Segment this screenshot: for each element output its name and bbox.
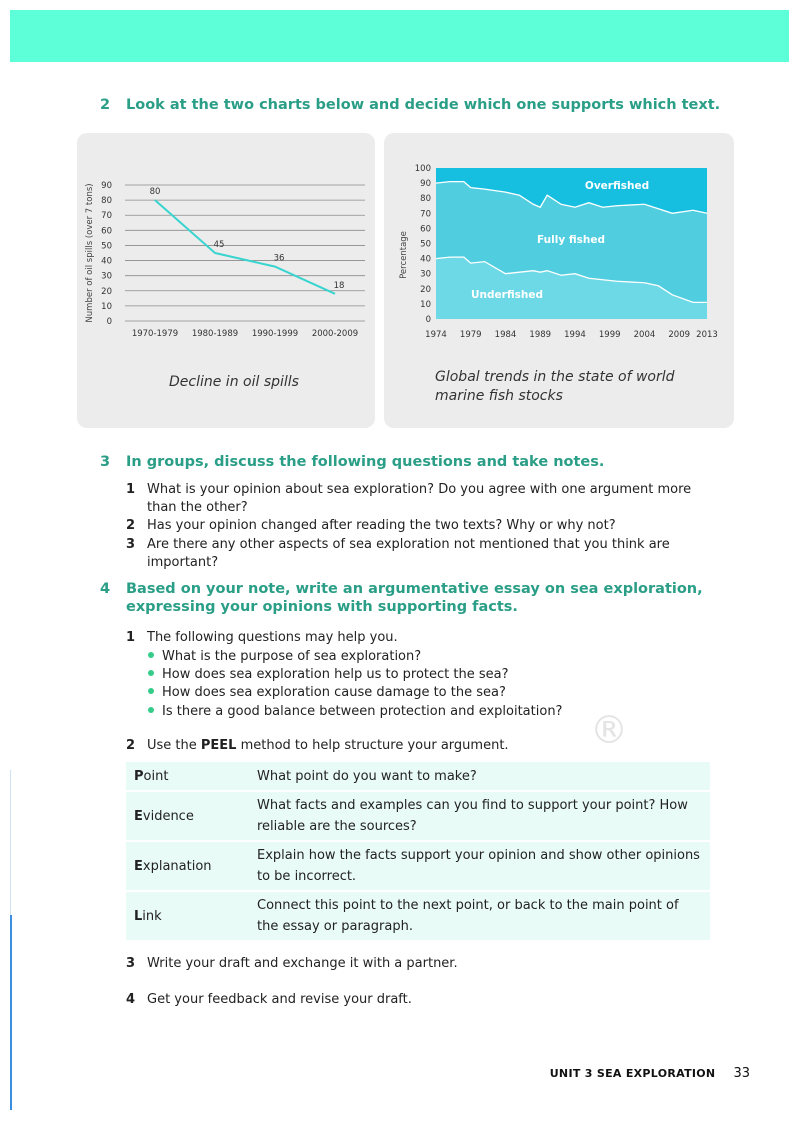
peel-term-rest: xplanation (142, 858, 212, 874)
task-item-1 (126, 629, 711, 647)
peel-term (126, 891, 249, 941)
bullet-dot-icon (148, 707, 154, 713)
item-text: Get your feedback and revise your draft. (147, 992, 412, 1007)
x-tick-label: 1990-1999 (251, 329, 299, 339)
y-axis-label: Percentage (399, 231, 409, 279)
y-tick-label: 0 (425, 315, 431, 325)
oil-spills-series-line (155, 200, 335, 294)
question-item (126, 481, 711, 517)
peel-initial: E (134, 808, 143, 824)
x-tick-label: 1994 (564, 330, 586, 340)
y-tick-label: 30 (101, 271, 112, 282)
y-tick-label: 90 (420, 179, 431, 190)
y-tick-label: 50 (420, 239, 431, 250)
section-text: Based on your note, write an argumentative essay on sea exploration, expressing your opinions with supporting facts. (126, 581, 703, 615)
data-label: 36 (273, 253, 285, 264)
y-tick-label: 0 (106, 317, 112, 327)
legend-fully-fished: Fully fished (537, 234, 605, 246)
data-label: 18 (333, 280, 345, 291)
item-text (147, 737, 711, 755)
peel-description: What facts and examples can you find to support your point? How reliable are the sources? (249, 791, 710, 841)
question-number: 2 (126, 518, 136, 533)
y-tick-label: 60 (420, 224, 431, 235)
table-row (126, 791, 710, 841)
task-item-3 (126, 955, 711, 973)
registered-watermark: ® (590, 708, 628, 752)
peel-description: Explain how the facts support your opinion and show other opinions to be incorrect. (249, 841, 710, 891)
question-text: What is your opinion about sea exploration? Do you agree with one argument more than the other? (147, 482, 692, 515)
peel-term-rest: oint (143, 768, 169, 784)
peel-term (126, 762, 249, 791)
table-row (126, 762, 710, 791)
section-number: 3 (100, 454, 111, 470)
x-tick-label: 1999 (598, 330, 621, 340)
bullet-text: How does sea exploration cause damage to the sea? (162, 685, 506, 700)
bullet-text: What is the purpose of sea exploration? (162, 649, 422, 664)
y-tick-label: 40 (420, 254, 431, 265)
fish-stocks-caption: Global trends in the state of world marine fish stocks (435, 369, 675, 404)
x-tick-label: 1970-1979 (131, 329, 179, 339)
question-text: Are there any other aspects of sea exploration not mentioned that you think are important? (147, 537, 670, 570)
section-2-heading (100, 96, 726, 114)
peel-initial: E (134, 858, 143, 874)
y-tick-label: 80 (420, 194, 431, 205)
question-item (126, 517, 711, 535)
page-footer (520, 1066, 750, 1081)
task-item-4 (126, 991, 711, 1009)
y-tick-label: 60 (101, 226, 112, 237)
question-number: 3 (126, 537, 136, 552)
section-text: Look at the two charts below and decide which one supports which text. (126, 97, 721, 113)
peel-term-rest: ink (142, 908, 162, 924)
section-4-heading (100, 580, 726, 616)
y-tick-label: 10 (101, 301, 112, 312)
x-tick-label: 1979 (459, 330, 482, 340)
task-item-2 (126, 737, 711, 755)
peel-keyword: PEEL (200, 738, 237, 753)
data-label: 45 (213, 240, 225, 250)
y-tick-label: 20 (101, 286, 112, 297)
question-number: 1 (126, 482, 136, 497)
y-tick-label: 80 (101, 196, 112, 207)
bullet-dot-icon (148, 688, 154, 694)
table-row (126, 841, 710, 891)
y-tick-label: 40 (101, 256, 112, 267)
x-tick-label: 1989 (529, 330, 552, 340)
x-tick-label: 2009 (668, 330, 691, 340)
margin-accent-line (10, 915, 12, 1110)
peel-term-rest: vidence (142, 808, 194, 824)
x-tick-label: 1984 (494, 330, 517, 340)
bullet-item (148, 684, 506, 702)
x-tick-label: 1980-1989 (191, 329, 239, 339)
unit-title: UNIT 3 SEA EXPLORATION (549, 1067, 716, 1080)
page-number: 33 (733, 1066, 750, 1081)
x-tick-label: 2004 (633, 330, 656, 340)
y-tick-label: 20 (420, 284, 431, 295)
y-tick-label: 70 (101, 211, 112, 222)
x-tick-label: 1974 (425, 330, 447, 340)
y-tick-label: 70 (420, 209, 431, 220)
item-text: Write your draft and exchange it with a partner. (147, 956, 458, 971)
y-tick-label: 100 (414, 164, 431, 174)
peel-description: What point do you want to make? (249, 762, 710, 791)
section-text: In groups, discuss the following questions and take notes. (126, 454, 605, 470)
bullet-dot-icon (148, 652, 154, 658)
question-item (126, 536, 711, 572)
y-tick-label: 90 (101, 181, 112, 191)
peel-description: Connect this point to the next point, or back to the main point of the essay or paragraph. (249, 891, 710, 941)
top-color-band (10, 10, 789, 62)
y-tick-label: 30 (420, 269, 431, 280)
fish-stocks-chart-panel (384, 133, 734, 428)
bullet-text: Is there a good balance between protection and exploitation? (162, 704, 563, 719)
bullet-item (148, 648, 421, 666)
bullet-item (148, 703, 562, 721)
legend-underfished: Underfished (471, 289, 543, 301)
item-number: 3 (126, 956, 136, 971)
peel-initial: P (134, 768, 144, 784)
item-text-pre: Use the (147, 738, 201, 753)
bullet-dot-icon (148, 670, 154, 676)
bullet-item (148, 666, 509, 684)
item-number: 2 (126, 738, 136, 753)
section-number: 2 (100, 97, 111, 113)
peel-term (126, 791, 249, 841)
section-number: 4 (100, 581, 111, 597)
y-axis-label: Number of oil spills (over 7 tons) (85, 183, 95, 323)
y-tick-label: 10 (420, 299, 431, 310)
peel-initial: L (134, 908, 143, 924)
y-tick-label: 50 (101, 241, 112, 252)
legend-overfished: Overfished (584, 180, 650, 192)
question-text: Has your opinion changed after reading the two texts? Why or why not? (147, 518, 616, 533)
item-number: 1 (126, 630, 136, 645)
oil-spills-chart-panel (77, 133, 375, 428)
data-label: 80 (149, 187, 161, 198)
x-tick-label: 2000-2009 (311, 329, 359, 339)
peel-table (126, 762, 710, 942)
bullet-text: How does sea exploration help us to protect the sea? (162, 667, 509, 682)
item-text: The following questions may help you. (147, 630, 398, 645)
section-3-heading (100, 453, 726, 471)
item-number: 4 (126, 992, 136, 1007)
peel-term (126, 841, 249, 891)
oil-spills-caption: Decline in oil spills (169, 374, 299, 390)
table-row (126, 891, 710, 941)
x-tick-label: 2013 (696, 330, 718, 340)
item-text-post: method to help structure your argument. (236, 738, 509, 753)
